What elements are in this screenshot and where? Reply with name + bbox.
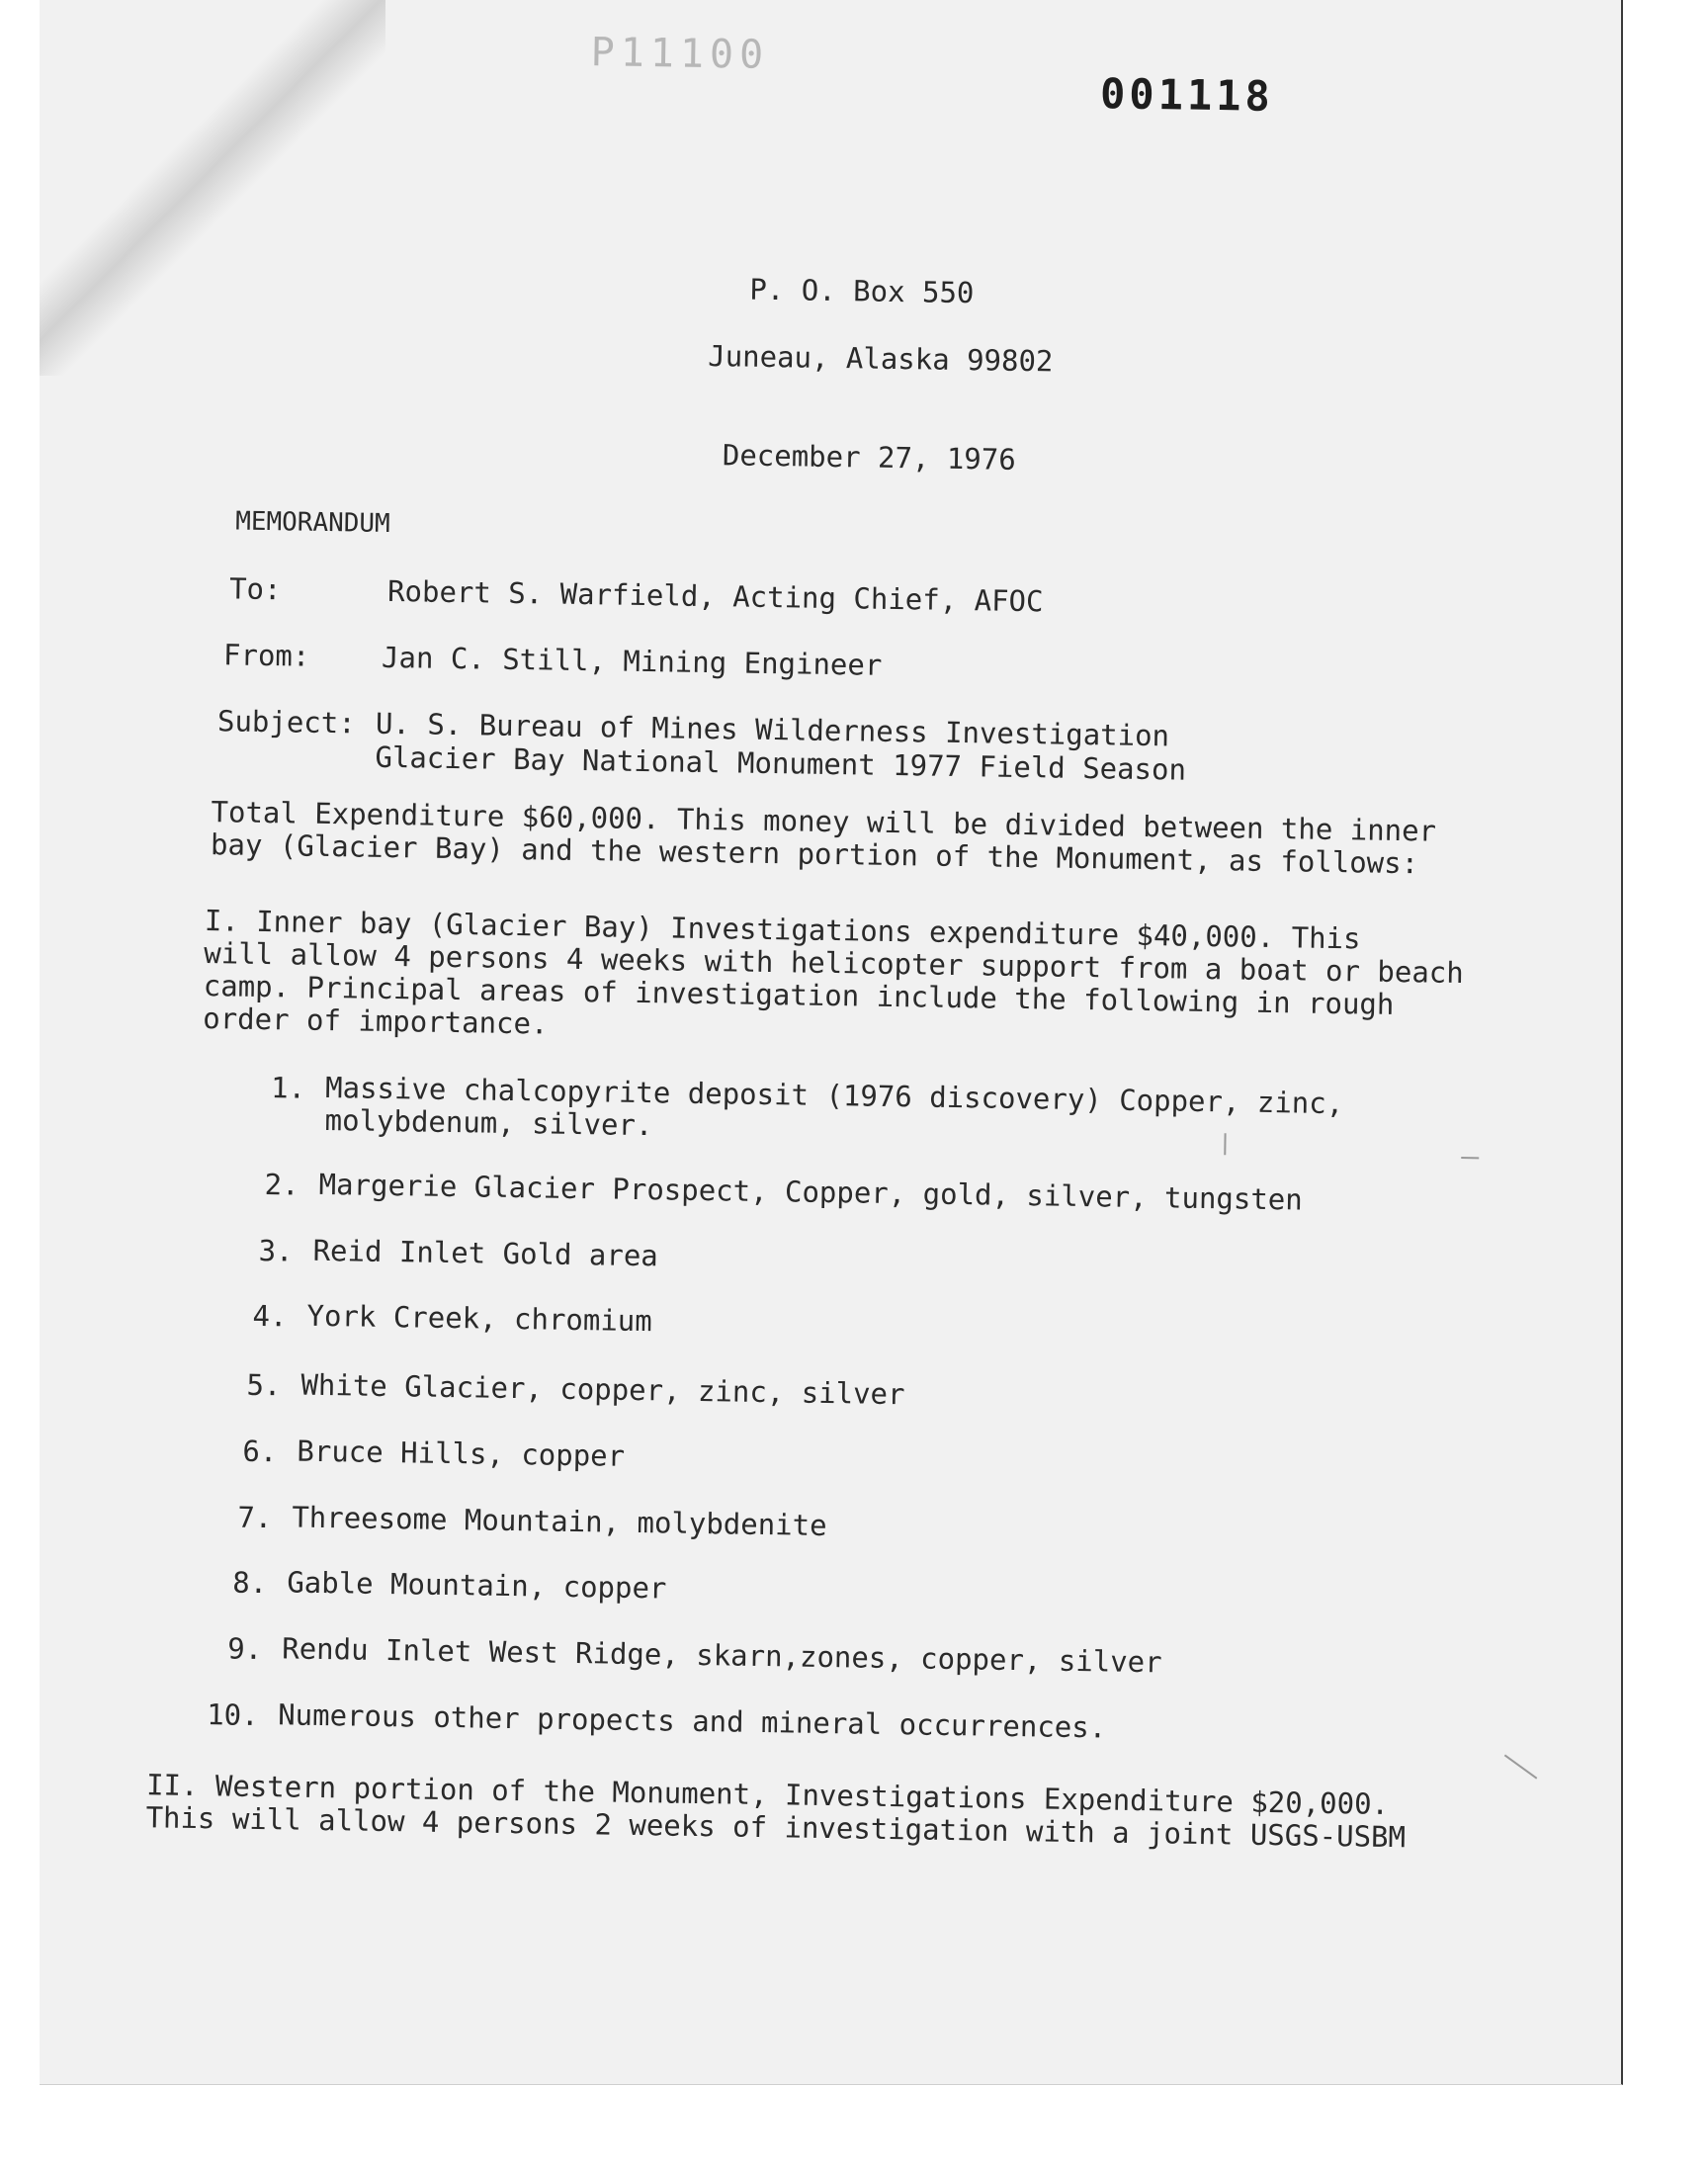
list-item-text: Numerous other propects and mineral occurrences. xyxy=(277,1697,1107,1745)
to-label: To: xyxy=(228,571,282,607)
section-two-paragraph: II. Western portion of the Monument, Investigations Expenditure $20,000. This will allow 4 persons 2 weeks of investigation with a joint USGS-USBM xyxy=(145,1768,1407,1855)
list-item-number: 3. xyxy=(258,1233,294,1268)
list-item-number: 6. xyxy=(242,1434,278,1469)
list-item-text: Gable Mountain, copper xyxy=(287,1565,667,1606)
list-item-number: 1. xyxy=(270,1071,306,1105)
list-item-text: Reid Inlet Gold area xyxy=(312,1233,659,1273)
list-item-text: Bruce Hills, copper xyxy=(297,1434,626,1473)
list-item-number: 5. xyxy=(246,1367,282,1403)
list-item-number: 2. xyxy=(264,1168,299,1202)
subject-line-2: Glacier Bay National Monument 1977 Field Season xyxy=(375,740,1187,787)
from-label: From: xyxy=(222,638,310,673)
scan-mark xyxy=(1504,1755,1538,1780)
scan-mark xyxy=(1224,1133,1226,1155)
list-item-number: 8. xyxy=(232,1565,268,1601)
address-line-2: Juneau, Alaska 99802 xyxy=(708,338,1054,379)
list-item-number: 4. xyxy=(252,1298,288,1334)
document-page xyxy=(40,0,1623,2085)
to-value: Robert S. Warfield, Acting Chief, AFOC xyxy=(386,573,1044,619)
list-item-text: Threesome Mountain, molybdenite xyxy=(292,1500,827,1543)
page-content xyxy=(40,0,1623,2085)
list-item-number: 7. xyxy=(237,1500,273,1535)
list-item-number: 10. xyxy=(206,1697,259,1732)
memo-title: MEMORANDUM xyxy=(234,506,390,539)
list-item-text: Massive chalcopyrite deposit (1976 discovery) Copper, zinc, molybdenum, silver. xyxy=(324,1070,1344,1143)
list-item-text: York Creek, chromium xyxy=(306,1298,653,1339)
from-value: Jan C. Still, Mining Engineer xyxy=(381,640,883,682)
memo-date: December 27, 1976 xyxy=(722,438,1016,477)
document-number-stamp: 001118 xyxy=(1099,69,1275,121)
address-line-1: P. O. Box 550 xyxy=(749,272,975,310)
subject-line-1: U. S. Bureau of Mines Wilderness Investigation xyxy=(375,706,1170,753)
list-item-text: Rendu Inlet West Ridge, skarn,zones, copper, silver xyxy=(282,1631,1162,1680)
total-expenditure-paragraph: Total Expenditure $60,000. This money will be divided between the inner bay (Glacier Bay) and the western portion of the Monument, as follows: xyxy=(210,795,1437,881)
list-item-text: Margerie Glacier Prospect, Copper, gold, silver, tungsten xyxy=(318,1167,1304,1217)
scan-mark xyxy=(1461,1157,1479,1159)
list-item-number: 9. xyxy=(227,1631,263,1667)
list-item-text: White Glacier, copper, zinc, silver xyxy=(300,1367,905,1412)
subject-label: Subject: xyxy=(216,704,356,740)
section-one-paragraph: I. Inner bay (Glacier Bay) Investigations expenditure $40,000. This will allow 4 persons 4 weeks with helicopter support from a boat or beach camp. Principal areas of investigation include the following in rough order of importance. xyxy=(203,904,1464,1041)
faded-stamp-number: P11100 xyxy=(590,30,770,78)
